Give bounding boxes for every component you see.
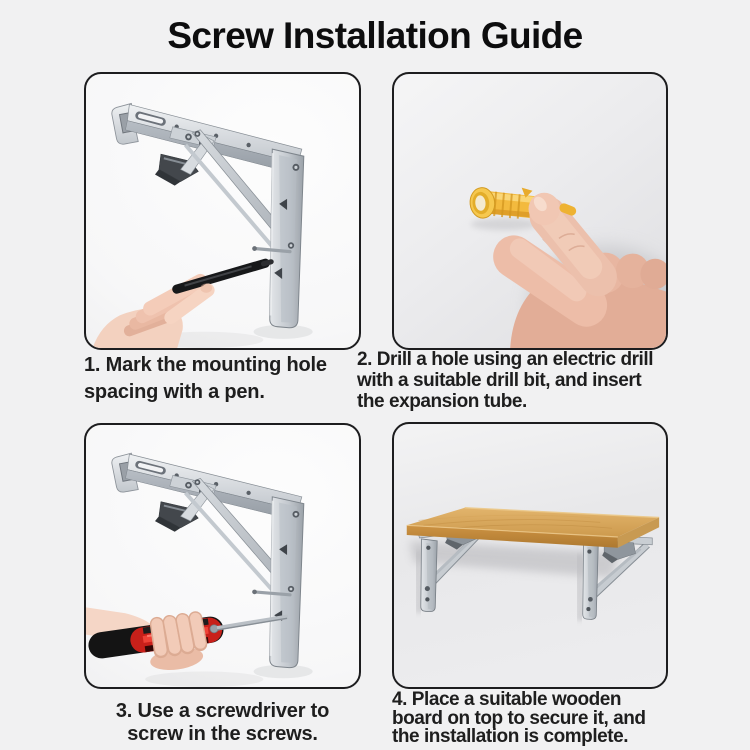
hand-with-screwdriver bbox=[86, 607, 288, 673]
step-3-caption bbox=[84, 700, 361, 745]
expansion-anchor bbox=[469, 186, 538, 230]
caption-line: 4. Place a suitable wooden bbox=[392, 689, 622, 710]
installed-shelf-illustration bbox=[394, 424, 666, 687]
step-2-caption bbox=[357, 350, 717, 412]
step-4-panel bbox=[392, 422, 668, 689]
expansion-tube-illustration bbox=[394, 74, 666, 348]
caption-line: 3. Use a screwdriver to bbox=[115, 700, 330, 722]
marker-pen bbox=[177, 262, 272, 289]
caption-line: the expansion tube. bbox=[357, 390, 527, 412]
wall-bracket-right bbox=[583, 535, 653, 619]
step-1-caption bbox=[84, 352, 384, 406]
step-2-panel bbox=[392, 72, 668, 350]
caption-line: spacing with a pen. bbox=[84, 381, 265, 403]
screwdriver-illustration bbox=[86, 425, 359, 687]
caption-line: 1. Mark the mounting hole bbox=[84, 354, 327, 376]
caption-line: screw in the screws. bbox=[127, 722, 318, 745]
step-4-caption bbox=[392, 691, 732, 747]
caption-line: the installation is complete. bbox=[392, 726, 629, 748]
caption-line: board on top to secure it, and bbox=[392, 707, 646, 729]
gripping-fingers bbox=[157, 618, 200, 651]
step-1-panel bbox=[84, 72, 361, 350]
step-3-panel bbox=[84, 423, 361, 689]
mark-holes-with-pen-illustration bbox=[86, 74, 359, 348]
caption-line: with a suitable drill bit, and insert bbox=[357, 369, 642, 391]
caption-line: 2. Drill a hole using an electric drill bbox=[357, 349, 654, 370]
wooden-board bbox=[407, 508, 659, 548]
page-title: Screw Installation Guide bbox=[167, 15, 583, 56]
